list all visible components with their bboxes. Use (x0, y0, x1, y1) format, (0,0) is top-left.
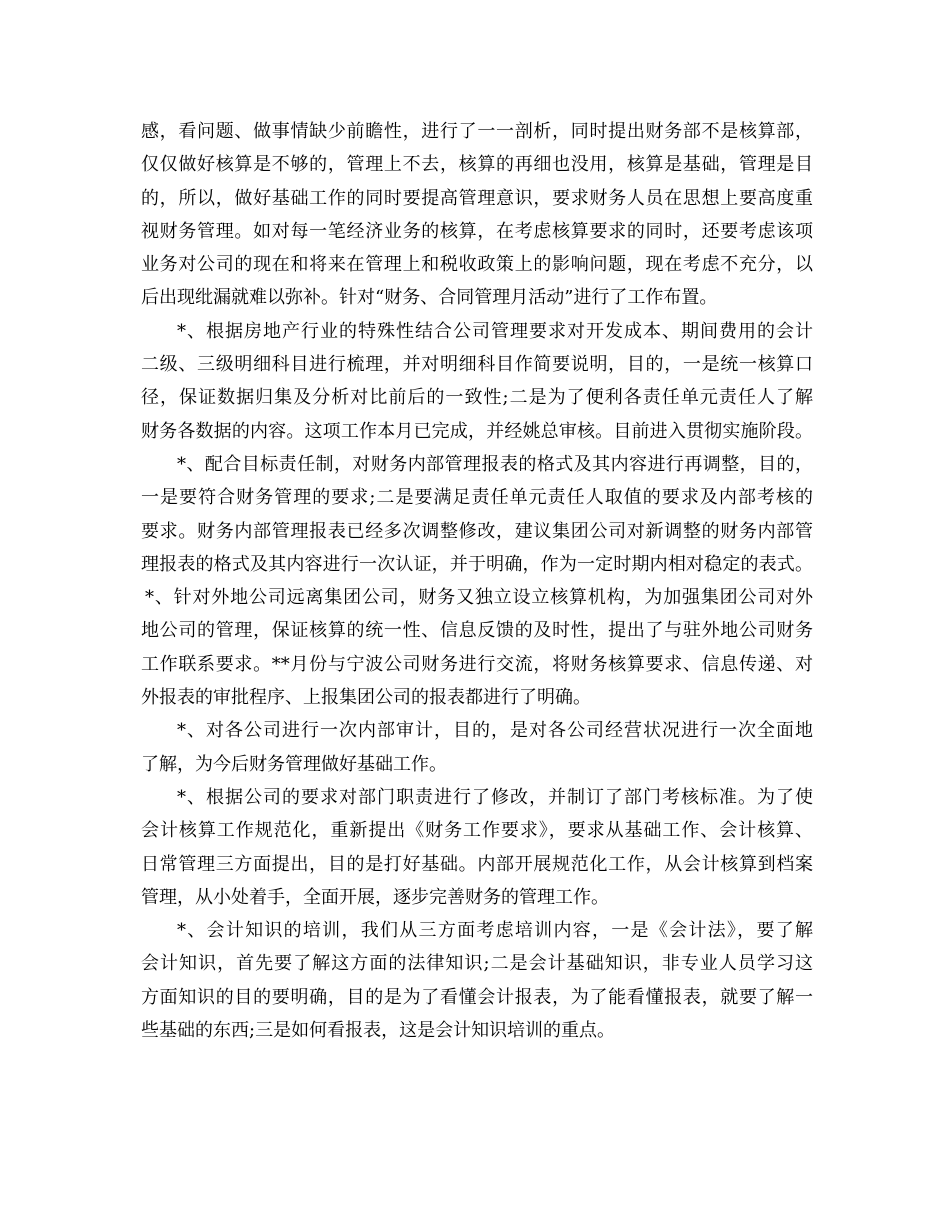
paragraph-start-line: *、对各公司进行一次内部审计，目的，是对各公司经营状况进行一次全面地 (177, 720, 813, 742)
text-line: 财务各数据的内容。这项工作本月已完成，并经姚总审核。目前进入贯彻实施阶段。 (141, 420, 813, 442)
text-line: 要求。财务内部管理报表已经多次调整修改，建议集团公司对新调整的财务内部管 (141, 520, 813, 542)
text-line: 外报表的审批程序、上报集团公司的报表都进行了明确。 (141, 687, 591, 709)
text-line: 工作联系要求。**月份与宁波公司财务进行交流，将财务核算要求、信息传递、对 (141, 653, 813, 675)
text-line: 感，看问题、做事情缺少前瞻性，进行了一一剖析，同时提出财务部不是核算部， (141, 121, 813, 142)
text-line: 会计核算工作规范化，重新提出《财务工作要求》，要求从基础工作、会计核算、 (141, 820, 813, 842)
paragraph-start-line: *、配合目标责任制，对财务内部管理报表的格式及其内容进行再调整，目的， (177, 453, 813, 475)
document-body (141, 115, 813, 1047)
text-line: 了解，为今后财务管理做好基础工作。 (141, 753, 447, 775)
text-line: 日常管理三方面提出，目的是打好基础。内部开展规范化工作，从会计核算到档案 (141, 853, 813, 875)
text-line: 一是要符合财务管理的要求;二是要满足责任单元责任人取值的要求及内部考核的 (141, 487, 813, 509)
text-line: 二级、三级明细科目进行梳理，并对明细科目作简要说明，目的，一是统一核算口 (141, 354, 813, 376)
text-line: 径，保证数据归集及分析对比前后的一致性;二是为了便利各责任单元责任人了解 (141, 387, 813, 409)
paragraph-start-line: *、会计知识的培训，我们从三方面考虑培训内容，一是《会计法》，要了解 (177, 920, 813, 942)
text-line: 业务对公司的现在和将来在管理上和税收政策上的影响问题，现在考虑不充分，以 (141, 254, 813, 276)
paragraph-start-line: *、根据房地产行业的特殊性结合公司管理要求对开发成本、期间费用的会计 (177, 320, 813, 342)
text-line: 视财务管理。如对每一笔经济业务的核算，在考虑核算要求的同时，还要考虑该项 (141, 220, 813, 242)
paragraph-start-line: *、针对外地公司远离集团公司，财务又独立设立核算机构，为加强集团公司对外 (145, 587, 813, 609)
text-line: 些基础的东西;三是如何看报表，这是会计知识培训的重点。 (141, 1020, 616, 1042)
text-line: 地公司的管理，保证核算的统一性、信息反馈的及时性，提出了与驻外地公司财务 (141, 620, 813, 642)
text-line: 管理，从小处着手，全面开展，逐步完善财务的管理工作。 (141, 886, 609, 908)
text-line: 会计知识，首先要了解这方面的法律知识;二是会计基础知识，非专业人员学习这 (141, 953, 813, 975)
text-line: 后出现纰漏就难以弥补。针对“财务、合同管理月活动”进行了工作布置。 (141, 287, 718, 309)
text-line: 的，所以，做好基础工作的同时要提高管理意识，要求财务人员在思想上要高度重 (141, 187, 813, 209)
paragraph-start-line: *、根据公司的要求对部门职责进行了修改，并制订了部门考核标准。为了使 (177, 786, 813, 808)
text-line: 仅仅做好核算是不够的，管理上不去，核算的再细也没用，核算是基础，管理是目 (141, 154, 813, 176)
text-line: 理报表的格式及其内容进行一次认证，并于明确，作为一定时期内相对稳定的表式。 (141, 553, 813, 575)
text-line: 方面知识的目的要明确，目的是为了看懂会计报表，为了能看懂报表，就要了解一 (141, 986, 813, 1008)
